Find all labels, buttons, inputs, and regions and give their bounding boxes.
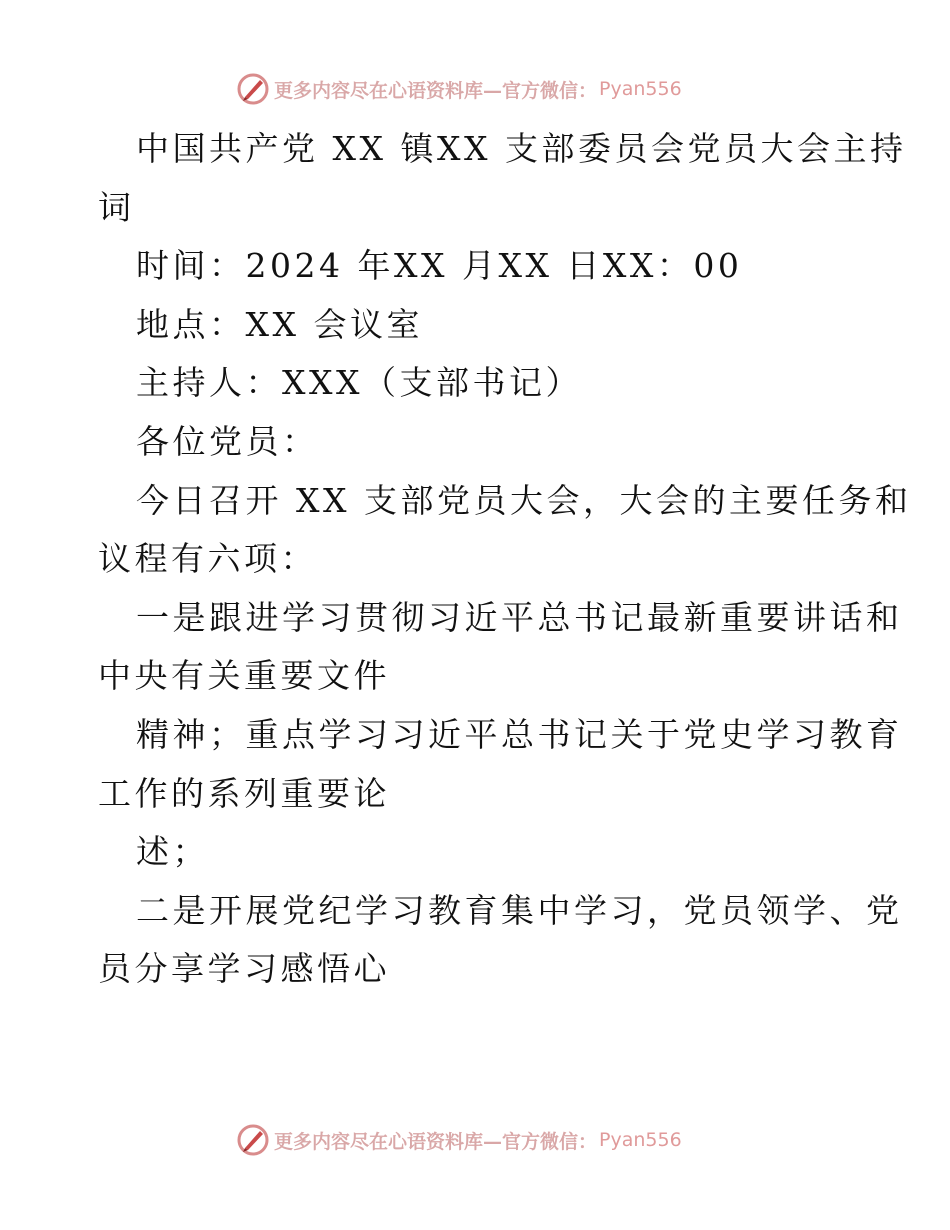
text-line: 时间：2024 年XX 月XX 日XX：00 [136,246,743,286]
quill-logo-icon [236,1123,270,1157]
document-body [98,120,912,999]
text-line: 今日召开 XX 支部党员大会，大会的主要任务和 [136,480,912,520]
quill-logo-icon [236,72,270,106]
text-line: 词 [98,187,135,227]
text-line: 工作的系列重要论 [98,773,390,813]
watermark-account: Pyan556 [599,78,682,100]
text-line: 二是开展党纪学习教育集中学习，党员领学、党 [136,890,903,930]
watermark-account: Pyan556 [599,1129,682,1151]
text-line: 各位党员： [136,421,319,461]
text-line: 地点：XX 会议室 [136,304,423,344]
text-line: 一是跟进学习贯彻习近平总书记最新重要讲话和 [136,597,903,637]
text-line: 中央有关重要文件 [98,656,390,696]
text-line: 述； [136,832,209,872]
text-line: 议程有六项： [98,539,317,579]
text-line: 员分享学习感悟心 [98,949,390,989]
text-line: 中国共产党 XX 镇XX 支部委员会党员大会主持 [136,129,907,168]
text-line: 精神；重点学习习近平总书记关于党史学习教育 [136,714,903,754]
watermark-text: 更多内容尽在心语资料库—官方微信： [274,1130,598,1153]
watermark-text: 更多内容尽在心语资料库—官方微信： [274,79,598,102]
footer-watermark [236,1123,682,1157]
text-line: 主持人：XXX（支部书记） [136,363,582,403]
header-watermark [236,72,682,106]
